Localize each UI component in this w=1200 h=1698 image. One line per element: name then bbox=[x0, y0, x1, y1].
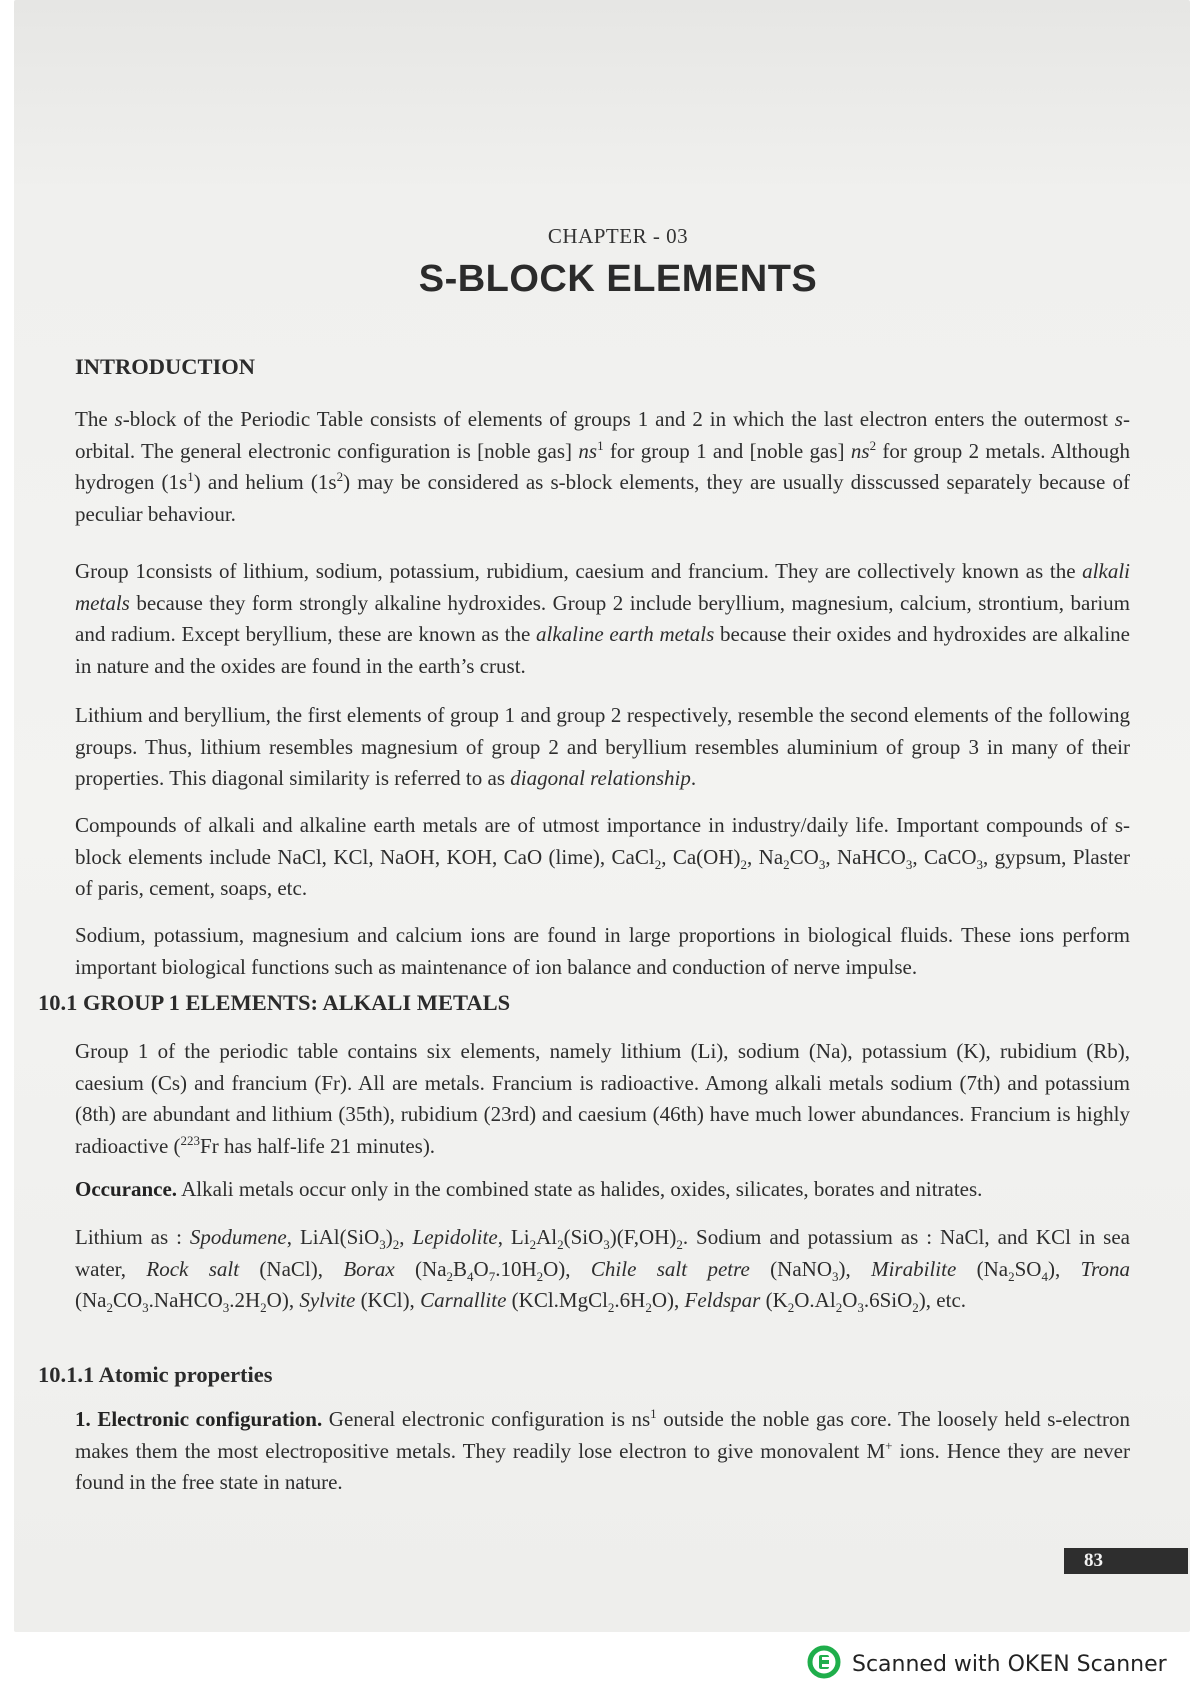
scanner-text: Scanned with OKEN Scanner bbox=[852, 1651, 1167, 1677]
minerals-paragraph: Lithium as : Spodumene, $LiAl(SiO_3)_2$, Lepidolite, $Li_2Al_2(SiO_3)(F,OH)_2$. Sodium and potassium as : NaCl, and KCl in sea water, Rock salt (NaCl), Borax $(Na_2B_4O_7.10H_2O)$, Chile salt petre (NaNO$_3$), Mirabilite $(Na_2SO_4)$, Trona $(Na_2CO_3.NaHCO_3.2H_2O)$, Sylvite (KCl), Carnallite $(KCl.MgCl_2.6H_2O)$, Feldspar $(K_2O.Al_2O_3.6SiO_2)$, etc. bbox=[75, 1225, 1131, 1316]
intro-paragraph-1: The s-block of the Periodic Table consists of elements of groups 1 and 2 in which the last electron enters the outermost s-orbital. The general electronic configuration is [noble gas] $ns^1$ for group 1 and [noble gas] $ns^2$ for group 2 metals. Although hydrogen $(1s^1)$ and helium $(1s^2)$ may be considered as s-block elements, they are usually disscussed separately because of peculiar behaviour. bbox=[75, 407, 1130, 526]
group1-paragraph: Group 1 of the periodic table contains six elements, namely lithium (Li), sodium (Na), potassium (K), rubidium (Rb), caesium (Cs) and francium (Fr). All are metals. Francium is radioactive. Among alkali metals sodium (7th) and potassium (8th) are abundant and lithium (35th), rubidium (23rd) and caesium (46th) have much lower abundances. Francium is highly radioactive ($^{223}$Fr has half-life 21 minutes). bbox=[75, 1039, 1130, 1158]
occurance-paragraph: Occurance. Alkali metals occur only in the combined state as halides, oxides, silicates, borates and nitrates. bbox=[75, 1177, 983, 1201]
intro-paragraph-3: Lithium and beryllium, the first elements of group 1 and group 2 respectively, resemble the second elements of the following groups. Thus, lithium resembles magnesium of group 2 and beryllium resembles aluminium of group 3 in many of their properties. This diagonal similarity is referred to as diagonal relationship. bbox=[75, 703, 1130, 790]
intro-paragraph-5: Sodium, potassium, magnesium and calcium ions are found in large proportions in biological fluids. These ions perform important biological functions such as maintenance of ion balance and conduction of nerve impulse. bbox=[75, 923, 1130, 979]
electronic-configuration-paragraph: 1. Electronic configuration. General electronic configuration is $ns^1$ outside the noble gas core. The loosely held s-electron makes them the most electropositive metals. They readily lose electron to give monovalent M+ ions. Hence they are never found in the free state in nature. bbox=[75, 1406, 1131, 1494]
heading-introduction: INTRODUCTION bbox=[75, 354, 256, 379]
chapter-label: CHAPTER - 03 bbox=[547, 224, 689, 248]
heading-atomic-properties: 10.1.1 Atomic properties bbox=[38, 1362, 273, 1387]
intro-paragraph-4: Compounds of alkali and alkaline earth metals are of utmost importance in industry/daily life. Important compounds of s-block elements include NaCl, KCl, NaOH, KOH, CaO (lime), CaCl$_2$, $Ca(OH)_2$, $Na_2CO_3$, NaHCO$_3$, CaCO$_3$, gypsum, Plaster of paris, cement, soaps, etc. bbox=[75, 813, 1131, 900]
chapter-title: S-BLOCK ELEMENTS bbox=[418, 258, 818, 300]
intro-paragraph-2: Group 1consists of lithium, sodium, potassium, rubidium, caesium and francium. They are collectively known as the alkali metals because they form strongly alkaline hydroxides. Group 2 include beryllium, magnesium, calcium, strontium, barium and radium. Except beryllium, these are known as the alkaline earth metals because their oxides and hydroxides are alkaline in nature and the oxides are found in the earth’s crust. bbox=[75, 559, 1130, 678]
oken-scanner-logo-icon bbox=[806, 1644, 842, 1685]
scanner-watermark bbox=[806, 1644, 1167, 1684]
page-number: 83 bbox=[1064, 1548, 1188, 1574]
heading-group1-alkali-metals: 10.1 GROUP 1 ELEMENTS: ALKALI METALS bbox=[38, 990, 511, 1015]
